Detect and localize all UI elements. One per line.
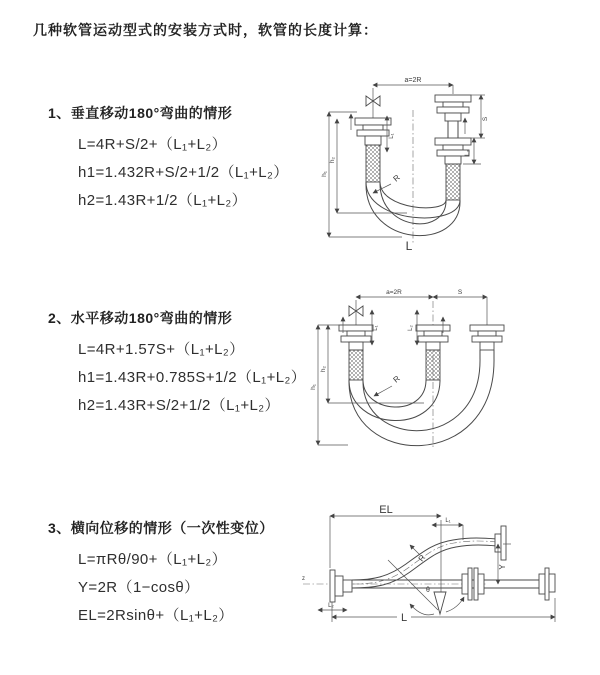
dim-label-l1: L₁ <box>445 518 451 524</box>
dim-label-r: R <box>391 172 402 184</box>
left-fitting <box>339 325 373 380</box>
section-3-heading: 3、横向位移的情形（一次性变位） <box>48 520 274 536</box>
valve-icon <box>366 88 380 118</box>
diagram-lateral-displacement <box>298 498 598 648</box>
section-2-formula-L: L=4R+1.57S+（L₁+L₂） <box>78 341 245 358</box>
dim-label-theta: θ <box>426 587 430 594</box>
dim-label-r: R <box>416 553 428 564</box>
left-fitting <box>355 118 391 182</box>
section-1-formula-L: L=4R+S/2+（L₁+L₂） <box>78 136 228 153</box>
dim-label-l: L <box>400 612 408 624</box>
radius-construction-line <box>388 560 438 610</box>
dim-label-h1: h₁ <box>310 384 317 390</box>
dim-label-s: S <box>482 116 489 122</box>
diagram-vertical-180-bend <box>313 72 591 264</box>
dim-label-el: EL <box>379 504 393 516</box>
dim-label-span: a=2R <box>386 289 402 296</box>
dim-label-l1: L₁ <box>373 325 379 331</box>
diagram-horizontal-180-bend <box>306 283 588 463</box>
section-2-heading: 2、水平移动180°弯曲的情形 <box>48 310 233 326</box>
section-2-formula-h2: h2=1.43R+S/2+1/2（L₁+L₂） <box>78 397 280 414</box>
dim-label-s: S <box>457 289 463 296</box>
dim-label-span: a=2R <box>404 77 422 84</box>
section-1-formula-h2: h2=1.43R+1/2（L₁+L₂） <box>78 192 248 209</box>
dim-label-h2: h₂ <box>320 365 327 373</box>
section-1-heading: 1、垂直移动180°弯曲的情形 <box>48 105 233 121</box>
section-1-formula-h1: h1=1.432R+S/2+1/2（L₁+L₂） <box>78 164 289 181</box>
section-2-formula-h1: h1=1.43R+0.785S+1/2（L₁+L₂） <box>78 369 307 386</box>
dim-label-l2: L₂ <box>408 325 414 331</box>
right-end-flange <box>539 568 555 600</box>
dim-label-y: Y <box>498 564 507 570</box>
end-mark: z <box>302 576 305 582</box>
mid-flange-joint <box>462 568 484 600</box>
dim-label-h2: h₂ <box>329 156 336 164</box>
angle-triangle <box>434 592 446 614</box>
dim-label-l1: L₁ <box>389 133 395 139</box>
swing-arrow-left <box>410 604 434 615</box>
swing-arrow-right <box>446 597 464 612</box>
section-3-formula-L: L=πRθ/90+（L₁+L₂） <box>78 551 227 568</box>
section-3-formula-Y: Y=2R（1−cosθ） <box>78 579 200 596</box>
dim-label-l2: L₂ <box>328 603 334 609</box>
left-flange <box>330 570 352 602</box>
valve-icon <box>349 300 363 325</box>
dim-label-h1: h₁ <box>321 171 328 177</box>
right-fitting <box>435 95 471 200</box>
dim-label-r: R <box>391 373 402 385</box>
right-fitting <box>470 325 504 359</box>
dim-label-l2: L₂ <box>465 150 471 156</box>
dim-label-l: L <box>405 239 413 253</box>
page-title: 几种软管运动型式的安装方式时，软管的长度计算： <box>33 22 378 38</box>
hose-curves <box>349 358 494 446</box>
upper-flange <box>495 526 506 560</box>
middle-fitting <box>416 325 450 380</box>
section-3-formula-EL: EL=2Rsinθ+（L₁+L₂） <box>78 607 234 624</box>
